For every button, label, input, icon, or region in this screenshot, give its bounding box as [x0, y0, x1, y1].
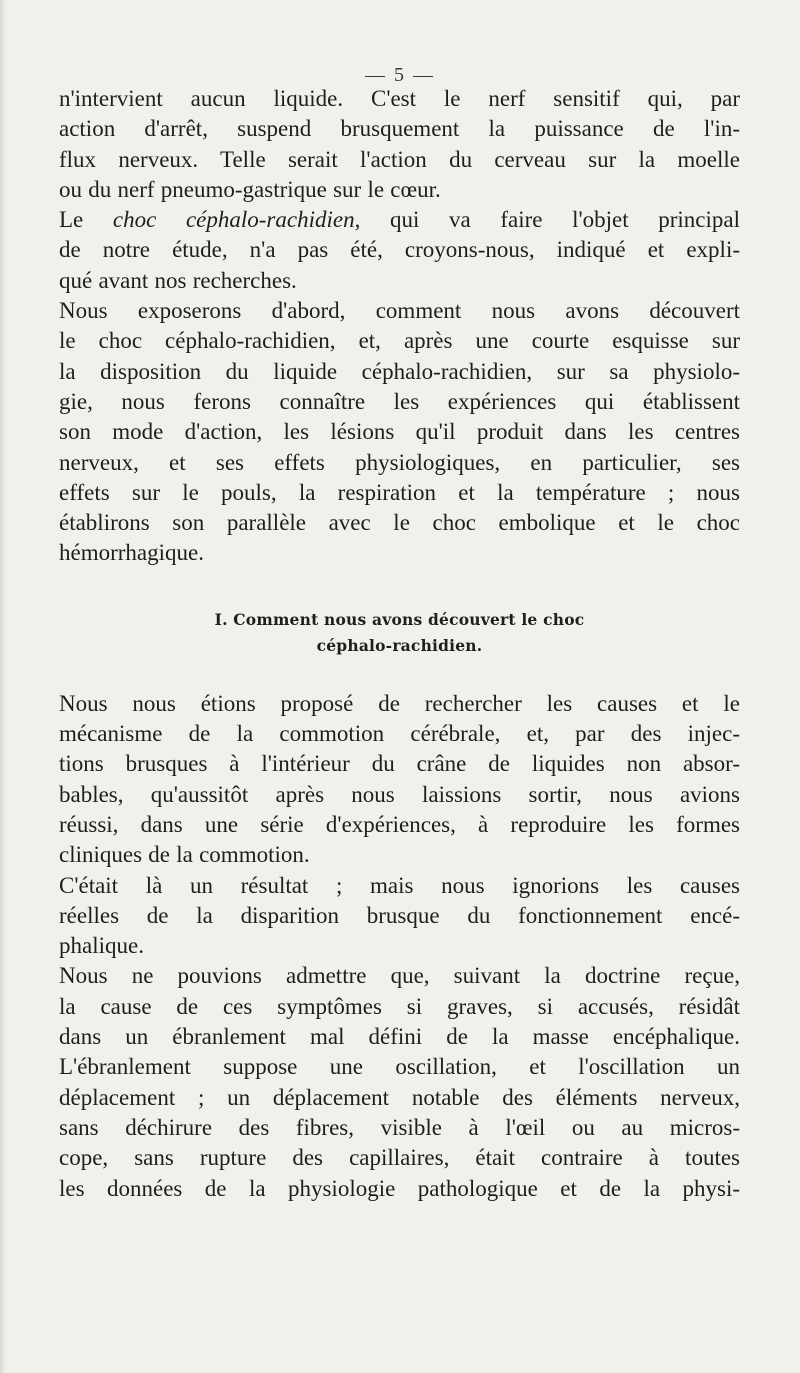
paragraph-2-line-1	[59, 205, 740, 235]
paragraph-3-line-8: établirons son parallèle avec le choc embolique et le choc	[59, 510, 740, 536]
page-number: — 5 —	[365, 64, 435, 86]
paragraph-3-line-7: effets sur le pouls, la respiration et la température ; nous	[59, 479, 740, 505]
paragraph-2-lead: Le	[59, 207, 113, 233]
paragraph-4-line-3: tions brusques à l'intérieur du crâne de liquides non absor-	[59, 751, 740, 777]
paragraph-5-line-1: C'était là un résultat ; mais nous ignorions les causes	[59, 872, 740, 898]
paragraph-4-line-4: bables, qu'aussitôt après nous laissions sortir, nous avions	[59, 781, 740, 807]
paragraph-2-line-3: qué avant nos recherches.	[59, 267, 297, 293]
paragraph-4-line-6: cliniques de la commotion.	[59, 842, 310, 868]
paragraph-2-line-2: de notre étude, n'a pas été, croyons-nous, indiqué et expli-	[59, 237, 740, 263]
paragraph-3-line-9: hémorrhagique.	[59, 540, 204, 566]
paragraph-6-line-8: les données de la physiologie pathologique et de la physi-	[59, 1175, 740, 1201]
paragraph-3-line-4: gie, nous ferons connaître les expériences qui établissent	[59, 388, 740, 414]
paragraph-6-line-1: Nous ne pouvions admettre que, suivant la doctrine reçue,	[59, 963, 740, 989]
paragraph-6-line-4: L'ébranlement suppose une oscillation, et l'oscillation un	[59, 1054, 740, 1080]
paragraph-6-line-3: dans un ébranlement mal défini de la masse encéphalique.	[59, 1024, 740, 1050]
paragraph-4-line-5: réussi, dans une série d'expériences, à reproduire les formes	[59, 811, 740, 837]
paragraph-3-line-5: son mode d'action, les lésions qu'il produit dans les centres	[59, 419, 740, 445]
paragraph-5-line-3: phalique.	[59, 933, 144, 959]
paragraph-6-line-7: cope, sans rupture des capillaires, était contraire à toutes	[59, 1145, 740, 1171]
text-block-top	[59, 84, 740, 569]
paragraph-6-line-5: déplacement ; un déplacement notable des éléments nerveux,	[59, 1084, 740, 1110]
paragraph-4-line-2: mécanisme de la commotion cérébrale, et, par des injec-	[59, 721, 740, 747]
section-heading-line-2: céphalo-rachidien.	[316, 635, 483, 655]
paragraph-4-line-1: Nous nous étions proposé de rechercher les causes et le	[59, 690, 740, 716]
paragraph-1-line-2: action d'arrêt, suspend brusquement la puissance de l'in-	[59, 116, 740, 142]
paragraph-2-emphasis: choc céphalo-rachidien	[112, 207, 355, 233]
paragraph-3-line-2: le choc céphalo-rachidien, et, après une courte esquisse sur	[59, 328, 740, 354]
paragraph-3-line-3: la disposition du liquide céphalo-rachidien, sur sa physiolo-	[59, 358, 740, 384]
paragraph-2-line-1-rest: , qui va faire l'objet principal	[354, 207, 741, 233]
text-block-bottom	[59, 689, 740, 1204]
section-heading-line-1: I. Comment nous avons découvert le choc	[214, 609, 585, 629]
paragraph-6-line-6: sans déchirure des fibres, visible à l'œil ou au micros-	[59, 1114, 740, 1140]
paragraph-1-line-1: n'intervient aucun liquide. C'est le nerf sensitif qui, par	[59, 86, 740, 111]
section-heading	[59, 607, 740, 659]
paragraph-5-line-2: réelles de la disparition brusque du fonctionnement encé-	[59, 902, 740, 928]
paragraph-3-line-1: Nous exposerons d'abord, comment nous avons découvert	[59, 298, 740, 324]
paragraph-1-line-3: flux nerveux. Telle serait l'action du cerveau sur la moelle	[59, 146, 740, 172]
paragraph-3-line-6: nerveux, et ses effets physiologiques, en particulier, ses	[59, 449, 740, 475]
paragraph-6-line-2: la cause de ces symptômes si graves, si accusés, résidât	[59, 993, 740, 1019]
paragraph-1-line-4: ou du nerf pneumo-gastrique sur le cœur.	[59, 176, 441, 202]
